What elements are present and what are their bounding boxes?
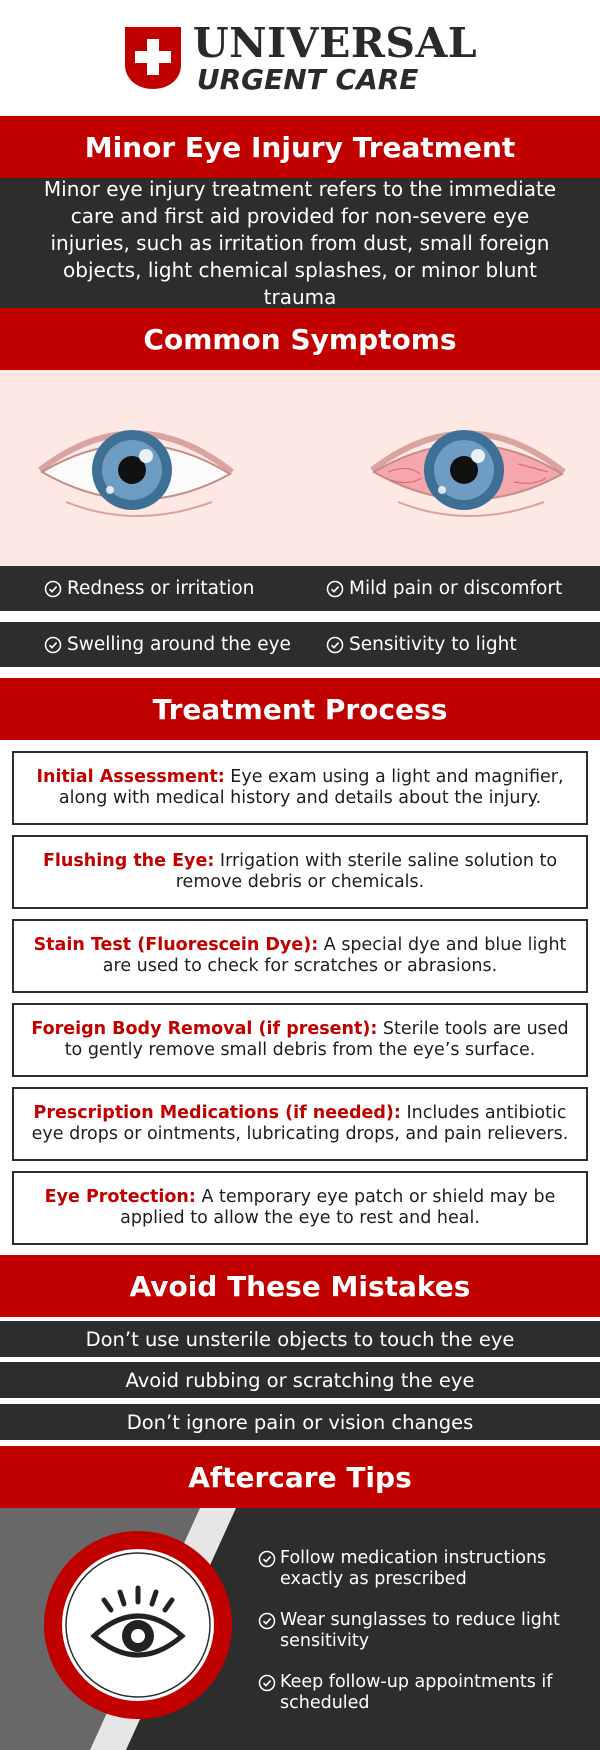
symptoms-heading: Common Symptoms (0, 308, 600, 370)
check-circle-icon (44, 636, 62, 654)
step-title: Prescription Medications (if needed): (33, 1103, 401, 1123)
step-title: Initial Assessment: (36, 767, 225, 787)
symptom-text: Redness or irritation (67, 578, 255, 599)
check-circle-icon (44, 580, 62, 598)
check-circle-icon (258, 1612, 276, 1630)
mistake-item: Avoid rubbing or scratching the eye (0, 1362, 600, 1398)
treatment-step (12, 919, 588, 993)
tip-text: Wear sunglasses to reduce light sensitivity (280, 1610, 560, 1651)
medical-cross-shield-icon (123, 25, 183, 91)
symptom-item (300, 578, 600, 599)
step-title: Foreign Body Removal (if present): (31, 1019, 378, 1039)
symptom-item (0, 578, 300, 599)
eye-outline-icon (88, 1582, 188, 1668)
check-circle-icon (326, 636, 344, 654)
aftercare-heading: Aftercare Tips (0, 1446, 600, 1508)
aftercare-panel (0, 1508, 600, 1750)
symptom-text: Swelling around the eye (67, 634, 291, 655)
step-text: Irrigation with sterile saline solution to remove debris or chemicals. (175, 851, 558, 892)
treatment-step (12, 751, 588, 825)
aftercare-tip (258, 1610, 588, 1652)
aftercare-tip (258, 1548, 588, 1590)
symptom-item (300, 634, 600, 655)
tip-text: Follow medication instructions exactly as prescribed (280, 1548, 547, 1589)
step-title: Stain Test (Fluorescein Dye): (33, 935, 319, 955)
check-circle-icon (258, 1674, 276, 1692)
brand-name-secondary: URGENT CARE (196, 62, 419, 96)
intro-description: Minor eye injury treatment refers to the immediate care and first aid provided for non-severe eye injuries, such as irritation from dust, small foreign objects, light chemical splashes, or minor blunt trauma (0, 178, 600, 308)
healthy-eye-icon (36, 402, 236, 532)
aftercare-tips-list (258, 1548, 588, 1734)
treatment-step (12, 1171, 588, 1245)
treatment-step (12, 1087, 588, 1161)
red-irritated-eye-icon (368, 402, 568, 532)
symptom-item (0, 634, 300, 655)
aftercare-tip (258, 1672, 588, 1714)
step-text: A special dye and blue light are used to check for scratches or abrasions. (102, 935, 567, 976)
symptoms-row-1 (0, 566, 600, 611)
step-text: Eye exam using a light and magnifier, along with medical history and details about the injury. (58, 767, 564, 808)
mistake-item: Don’t ignore pain or vision changes (0, 1404, 600, 1440)
symptom-text: Mild pain or discomfort (349, 578, 563, 599)
tip-text: Keep follow-up appointments if scheduled (280, 1672, 553, 1713)
treatment-step (12, 1003, 588, 1077)
check-circle-icon (258, 1550, 276, 1568)
step-title: Eye Protection: (44, 1187, 196, 1207)
page-title: Minor Eye Injury Treatment (0, 116, 600, 178)
brand-name-primary: UNIVERSAL (192, 18, 478, 67)
symptom-text: Sensitivity to light (349, 634, 517, 655)
treatment-heading: Treatment Process (0, 678, 600, 740)
step-text: Sterile tools are used to gently remove small debris from the eye’s surface. (64, 1019, 569, 1060)
symptoms-row-2 (0, 622, 600, 667)
brand-logo (0, 0, 600, 116)
mistakes-heading: Avoid These Mistakes (0, 1255, 600, 1317)
check-circle-icon (326, 580, 344, 598)
step-title: Flushing the Eye: (42, 851, 215, 871)
treatment-step (12, 835, 588, 909)
step-text: Includes antibiotic eye drops or ointments, lubricating drops, and pain relievers. (31, 1103, 569, 1144)
step-text: A temporary eye patch or shield may be applied to allow the eye to rest and heal. (120, 1187, 556, 1228)
eyes-illustration (0, 370, 600, 566)
mistake-item: Don’t use unsterile objects to touch the eye (0, 1321, 600, 1357)
